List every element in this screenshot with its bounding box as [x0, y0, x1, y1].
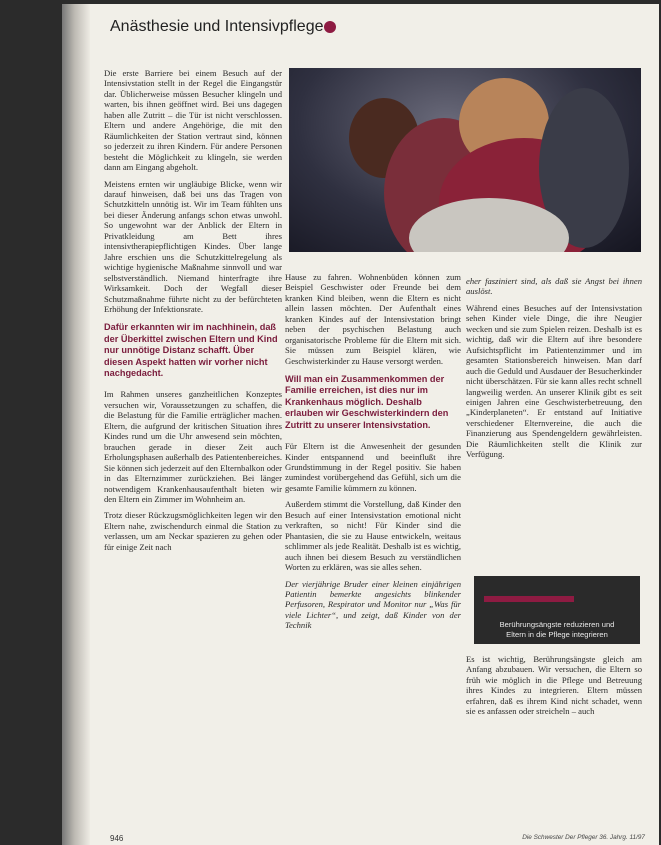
paragraph: Im Rahmen unseres ganzheitlichen Konzeptes versuchen wir, Voraussetzungen zu schaffen, die die Belastung für die Familie erträglicher machen. Eltern, die aufgrund der kritischen Situation ihres Kindes rund um die Uhr anwesend sein möchten, brauchen gerade in dieser Zeit auch Erholungsphasen außerhalb des Patientenbereiches. Sie können sich jederzeit auf den Elternbalkon oder in das Elternzimmer zurückziehen. Bei länger notwendigem Krankenhausaufenthalt bieten wir den Eltern ein Zimmer im Wohnheim an. [104, 389, 282, 504]
paragraph: Die erste Barriere bei einem Besuch auf der Intensivstation stellt in der Regel die Eingangstür dar. Üblicherweise müssen Besucher klingeln und warten, bis ihnen geöffnet wird. Bei uns dagegen haben alle Zutritt – die Tür ist nicht verschlossen. Eltern und andere Angehörige, die mit den Räumlichkeiten der Station vertraut sind, können so jederzeit zu ihren Kindern. Für andere Personen besteht die Möglichkeit zu klingeln, sie werden dann am Eingang abgeholt. [104, 68, 282, 173]
paragraph: Für Eltern ist die Anwesenheit der gesunden Kinder entspannend und beeinflußt ihre Grundstimmung in der Regel positiv. Sie haben zumindest vorübergehend das Gefühl, sich um die gesamte Familie kümmern zu können. [285, 441, 461, 493]
paragraph: Es ist wichtig, Berührungsängste gleich am Anfang abzubauen. Wir versuchen, die Eltern so früh wie möglich in die Pflege und Betreuung ihres Kindes zu integrieren. Eltern müssen erfahren, daß es ihrem Kind nicht schadet, wenn sie es anfassen oder streicheln – auch [466, 654, 642, 717]
quote-text: eher fasziniert sind, als daß sie Angst bei ihnen auslöst. [466, 276, 642, 297]
magazine-footer: Die Schwester Der Pfleger 36. Jahrg. 11/97 [522, 834, 645, 841]
highlight-box-line: Eltern in die Pflege integrieren [506, 630, 608, 639]
magazine-page [62, 4, 659, 845]
paragraph: Während eines Besuches auf der Intensivstation sehen Kinder viele Dinge, die ihre Neugier wecken und sie zum Spielen reizen. Deshalb ist es wichtig, daß wir die Eltern auf ihre besondere Aufsichtspflicht im Patientenzimmer und im gesamten Stationsbereich hinweisen. Man darf auch die Geduld und Ausdauer der Besucherkinder nicht überschätzen. Für sie kann alles recht schnell langweilig werden. An unserer Klinik gibt es seit einigen Jahren eine Geschwisterbetreuung, den „Kinderplaneten“. Er entstand auf Initiative verschiedener Elternvereine, die auch die Finanzierung aus Spendengeldern gewährleisten. Die Räumlichkeiten stellt die Klinik zur Verfügung. [466, 302, 642, 460]
highlight-box [474, 576, 640, 644]
article-photo [289, 68, 641, 252]
pull-quote: Will man ein Zusammenkommen der Familie erreichen, ist dies nur im Krankenhaus möglich. Deshalb erlauben wir Geschwisterkindern den Zutritt zu unserer Intensivstation. [285, 374, 449, 430]
highlight-box-line: Berührungsängste reduzieren und [499, 620, 615, 629]
highlight-box-text [474, 620, 640, 640]
paragraph-quote [466, 276, 642, 297]
section-marker-dot-icon [324, 21, 336, 33]
article-column-3-bottom [466, 654, 642, 723]
paragraph: Hause zu fahren. Wohnenbüden können zum Beispiel Geschwister oder Freunde bei dem kranken Kind bleiben, wenn die Eltern es nicht allein lassen möchten. Der Aufenthalt eines kranken Kindes auf der Intensivstation bringt neben der psychischen Belastung auch organisatorische Probleme für die Eltern mit sich. Sie müssen zum Beispiel klären, wie Geschwisterkinder zu Hause versorgt werden. [285, 272, 461, 366]
article-column-3 [466, 276, 642, 466]
paragraph-quote [285, 579, 461, 631]
paragraph: Meistens ernten wir ungläubige Blicke, wenn wir darauf hinweisen, daß bei uns das Tragen von Schutzkitteln unnötig ist. Wir im Team fühlten uns bei dieser Änderung anfangs schon etwas unwohl. So ungewohnt war der Anblick der Eltern in Privatkleidung am Bett ihres intensivtherapiepflichtigen Kindes. Über lange Jahre erschien uns die Schutzkittelregelung als wichtige hygienische Maßnahme sinnvoll und war selbstverständlich. Niemand hinterfragte ihre Wirksamkeit. Doch der Wegfall dieser Schutzmaßnahme führte nicht zu der befürchteten Erhöhung der Infektionsrate. [104, 178, 282, 314]
article-column-1 [104, 68, 282, 558]
article-column-2 [285, 272, 461, 637]
quote-text: Der vierjährige Bruder einer kleinen einjährigen Patientin bemerkte angesichts blinkender Perfusoren, Respirator und Monitor nur „Was für viele Lichter“, und zeigt, daß Kinder von der Technik [285, 578, 461, 631]
page-number: 946 [110, 834, 124, 843]
page-spine-shadow [62, 4, 90, 845]
paragraph: Außerdem stimmt die Vorstellung, daß Kinder den Besuch auf einer Intensivstation emotional nicht verkraften, so nicht! Für Kinder sind die Phantasien, die sie zu Hause entwickeln, weitaus schlimmer als jede Realität. Deshalb ist es wichtig, auch ihnen bei diesem Besuch zu verständlichen Worten zu erklären, was sie alles sehen. [285, 499, 461, 573]
highlight-box-accent-bar [484, 596, 574, 602]
pull-quote: Dafür erkannten wir im nachhinein, daß der Überkittel zwischen Eltern und Kind nur unnötige Distanz schafft. Über diesen Aspekt hatten wir vorher nicht nachgedacht. [104, 322, 278, 379]
paragraph: Trotz dieser Rückzugsmöglichkeiten legen wir den Eltern nahe, zwischendurch einmal die Station zu verlassen, um am Neckar spazieren zu gehen oder für einige Zeit nach [104, 510, 282, 552]
section-header-title: Anästhesie und Intensivpflege [110, 18, 324, 35]
